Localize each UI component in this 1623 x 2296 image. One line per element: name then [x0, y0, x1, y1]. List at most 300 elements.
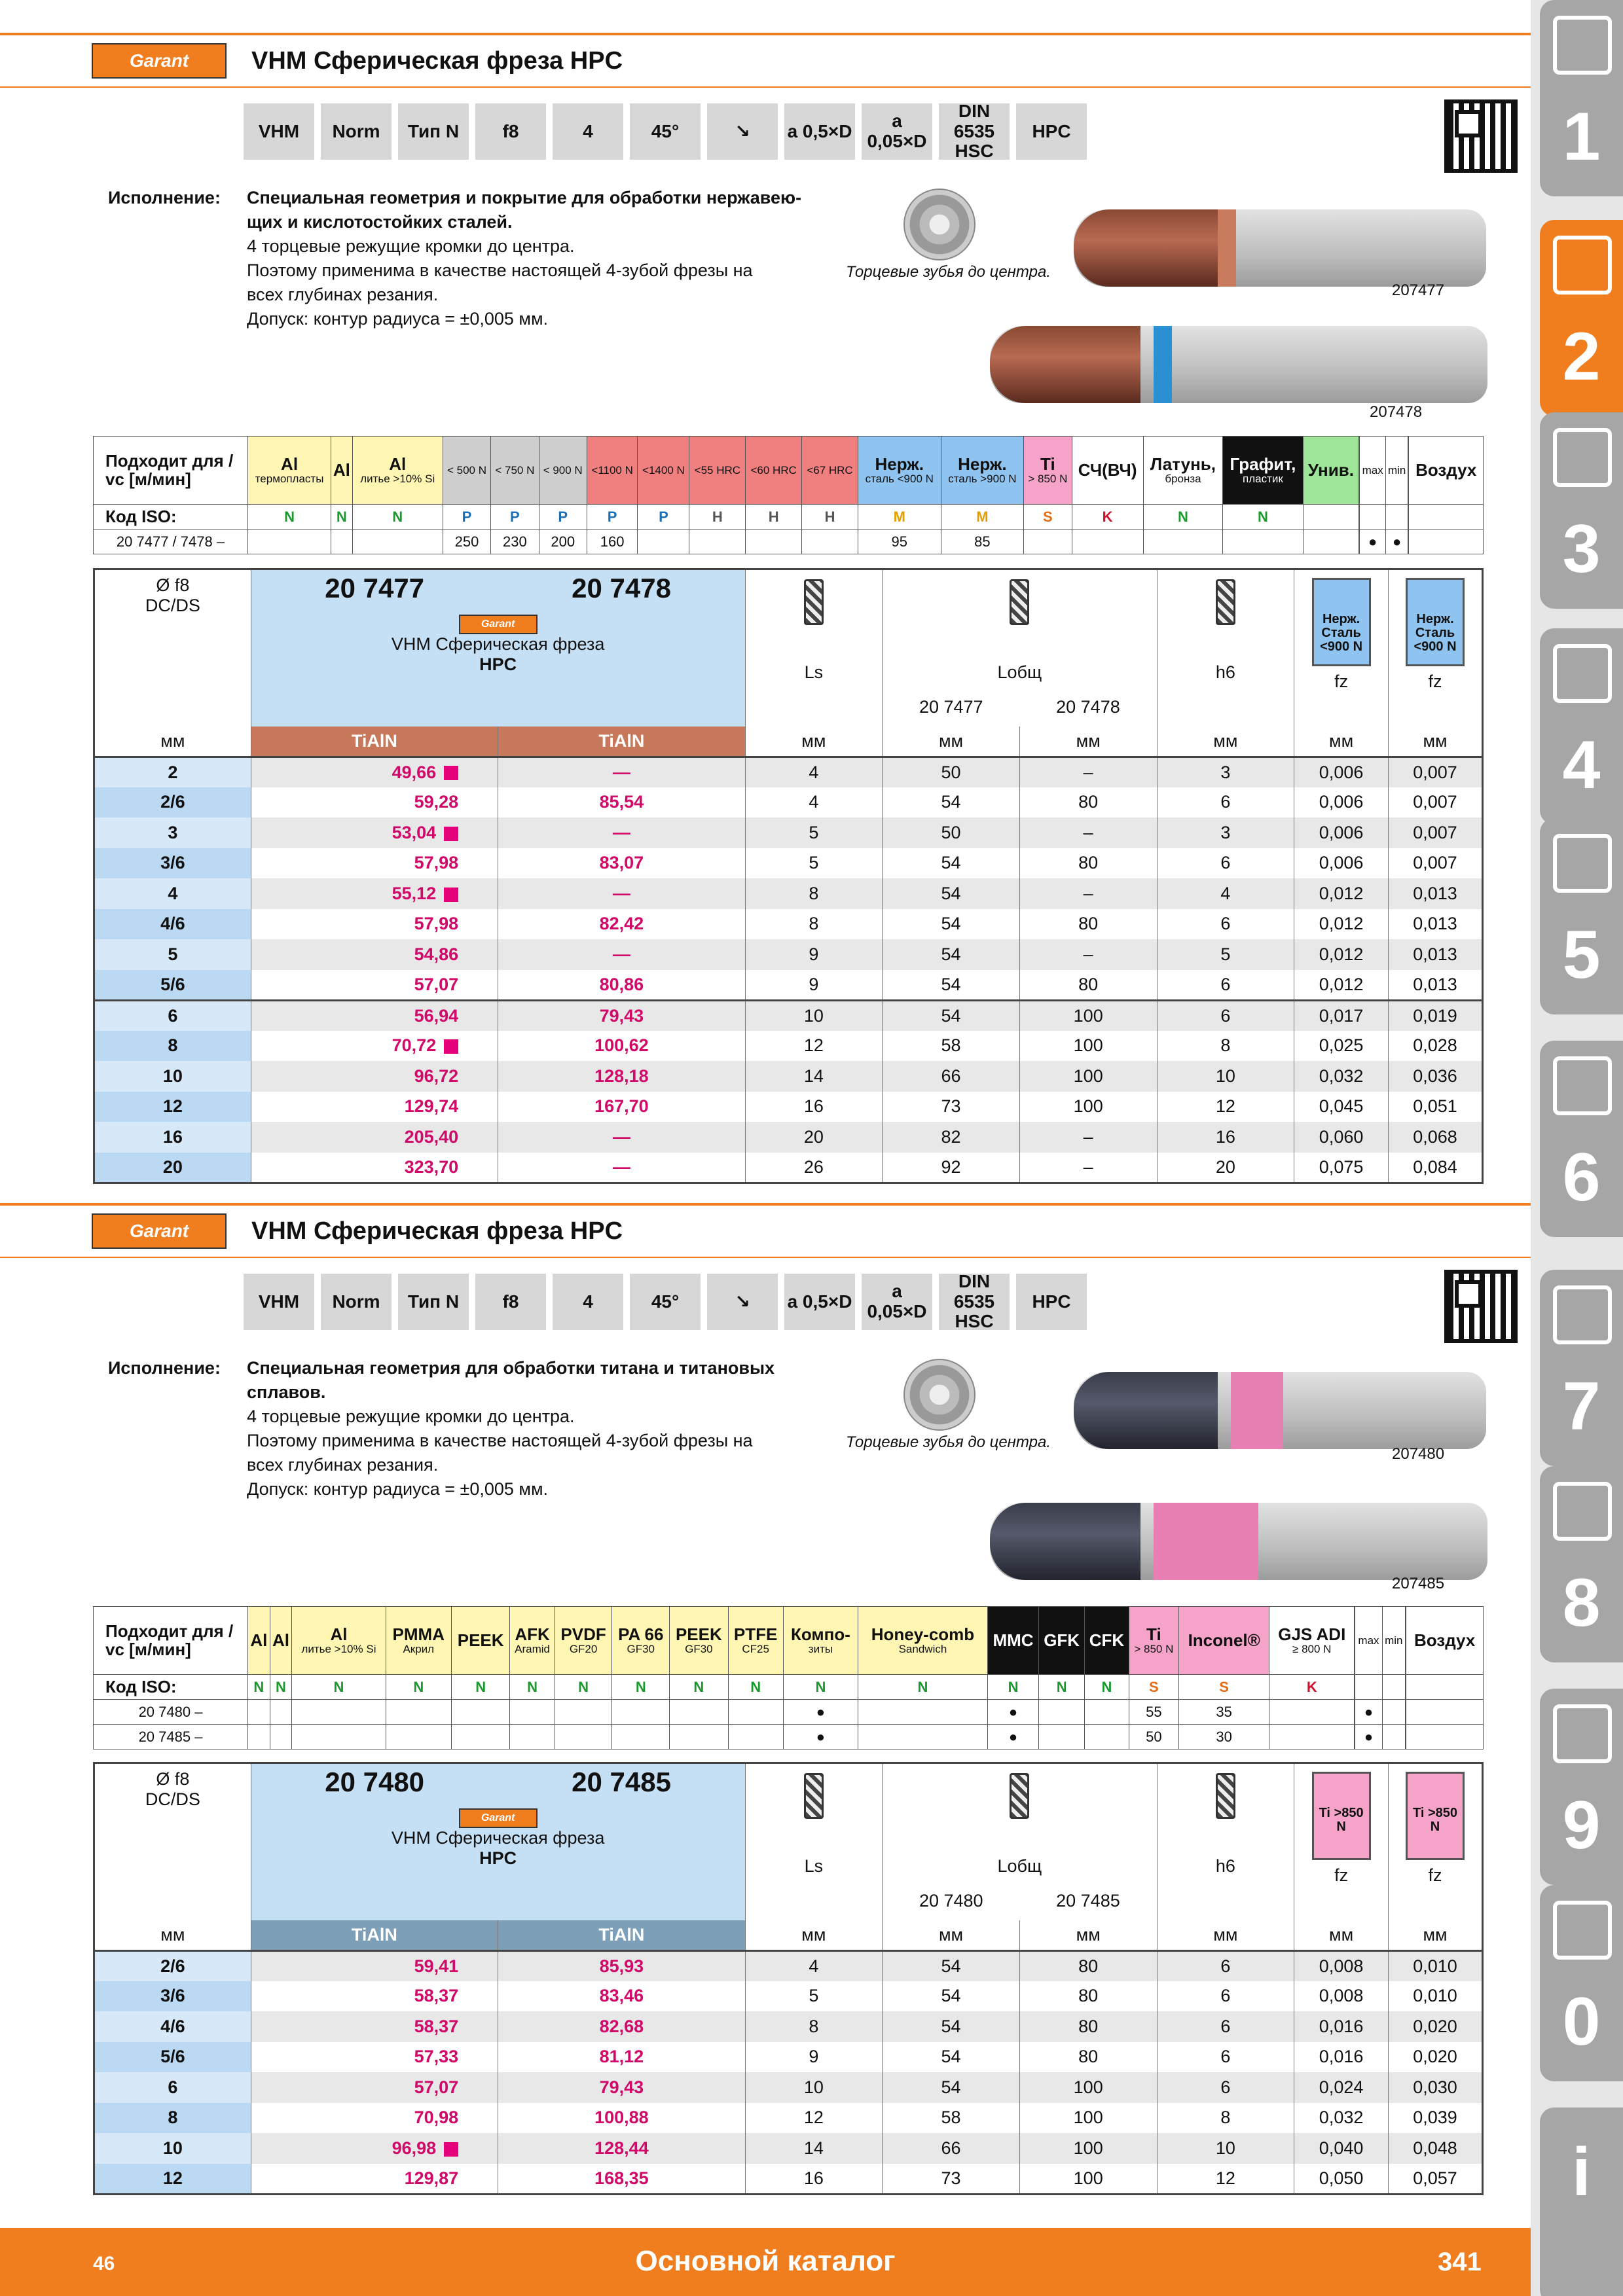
dim-value: 100 [1019, 1061, 1157, 1092]
iso-code: N [270, 1675, 292, 1700]
norm-icon: Norm [321, 103, 392, 160]
price-207478: — [498, 1122, 745, 1153]
garant-logo: Garant [92, 1213, 227, 1249]
price-207477: 49,66 [251, 757, 498, 787]
dim-value: 12 [745, 2103, 883, 2134]
dim-value: 0,025 [1294, 1031, 1389, 1062]
price-207478: — [498, 878, 745, 909]
diameter: 2/6 [94, 787, 251, 818]
chapter-tab-6[interactable] [1540, 1041, 1623, 1237]
material-column: Ti > 850 N [1129, 1607, 1178, 1675]
material-column: Al литье >10% Si [352, 437, 443, 505]
cutting-speed [858, 1700, 988, 1725]
dim-value: 54 [883, 2011, 1020, 2042]
dim-value: 0,039 [1389, 2103, 1483, 2134]
cutting-speed: 55 [1129, 1700, 1178, 1725]
dim-value: – [1019, 939, 1157, 970]
dim-value: 0,020 [1389, 2042, 1483, 2073]
cutting-speed: 30 [1178, 1725, 1269, 1749]
dim-value: 0,024 [1294, 2072, 1389, 2103]
unit: мм [94, 1920, 251, 1951]
dim-header-ls: Ls [745, 1763, 883, 1920]
material-column: Al термопласты [248, 437, 331, 505]
dim-value: 20 [745, 1122, 883, 1153]
slot-depth-icon: a 0,5×D [784, 103, 855, 160]
cutting-speed [1409, 529, 1484, 554]
side-depth-icon: a 0,05×D [862, 1274, 932, 1330]
cutting-speed [858, 1725, 988, 1749]
dim-value: 9 [745, 970, 883, 1001]
table-row [94, 970, 1483, 1001]
table-row [94, 1950, 1483, 1981]
cutting-speed [451, 1725, 510, 1749]
material-column: min [1382, 1607, 1405, 1675]
price-207478: 128,44 [498, 2133, 745, 2164]
chapter-tab-5[interactable] [1540, 818, 1623, 1014]
dim-value: 54 [883, 1950, 1020, 1981]
iso-code: N [451, 1675, 510, 1700]
dim-value: 0,045 [1294, 1092, 1389, 1122]
table-row [94, 1031, 1483, 1062]
iso-code: H [746, 505, 802, 529]
dim-value: 80 [1019, 909, 1157, 940]
material-column: < 900 N [539, 437, 587, 505]
section-header [92, 1210, 623, 1253]
dim-value: 0,040 [1294, 2133, 1389, 2164]
tool-code: 207480 [1392, 1445, 1445, 1463]
cutting-speed [1382, 1700, 1405, 1725]
dim-value: 100 [1019, 2164, 1157, 2195]
material-column: СЧ(ВЧ) [1072, 437, 1143, 505]
iso-code: S [1024, 505, 1072, 529]
dim-value: 9 [745, 939, 883, 970]
chapter-tab-i[interactable] [1540, 2108, 1623, 2296]
table-row [94, 1000, 1483, 1031]
diameter: 5 [94, 939, 251, 970]
material-column: Нерж. сталь >900 N [941, 437, 1024, 505]
coating: TiAlN [498, 1920, 745, 1951]
tool-image-207480 [1074, 1372, 1486, 1449]
iso-code: H [802, 505, 858, 529]
dim-value: 4 [1157, 878, 1294, 909]
dim-value: 58 [883, 1031, 1020, 1062]
diameter: 2 [94, 757, 251, 787]
price-207478: 168,35 [498, 2164, 745, 2195]
chapter-tab-0[interactable] [1540, 1885, 1623, 2081]
diameter: 4/6 [94, 2011, 251, 2042]
vhm-icon: VHM [244, 1274, 314, 1330]
dim-value: 50 [883, 817, 1020, 848]
dim-value: 80 [1019, 970, 1157, 1001]
price-207478: — [498, 757, 745, 787]
material-column: <1400 N [638, 437, 689, 505]
chapter-icon [1553, 1704, 1612, 1763]
iso-code: N [352, 505, 443, 529]
footer [0, 2228, 1531, 2296]
chapter-number: 5 [1562, 917, 1601, 993]
cutting-speed [1269, 1700, 1355, 1725]
din-icon: DIN 6535 HSC [939, 103, 1010, 160]
dim-value: 6 [1157, 787, 1294, 818]
material-column: <67 HRC [802, 437, 858, 505]
iso-code: N [1084, 1675, 1129, 1700]
table-row [94, 939, 1483, 970]
table-row [94, 848, 1483, 879]
dim-value: 0,036 [1389, 1061, 1483, 1092]
cutting-speed [1039, 1700, 1085, 1725]
diameter: 4/6 [94, 909, 251, 940]
tool-code: 207478 [1370, 403, 1423, 421]
cutting-speed [612, 1700, 670, 1725]
dim-value: 0,013 [1389, 909, 1483, 940]
ramping-icon: ↘ [707, 1274, 778, 1330]
stock-marker-icon [444, 827, 458, 841]
dim-value: – [1019, 757, 1157, 787]
dim-value: 0,048 [1389, 2133, 1483, 2164]
dim-value: 8 [745, 2011, 883, 2042]
dim-value: 6 [1157, 848, 1294, 879]
dim-value: 8 [1157, 1031, 1294, 1062]
diameter: 12 [94, 1092, 251, 1122]
iso-code [1382, 1675, 1405, 1700]
iso-code: N [292, 1675, 386, 1700]
cutting-speed: 85 [941, 529, 1024, 554]
material-column: Inconel® [1178, 1607, 1269, 1675]
table-row [94, 817, 1483, 848]
cutting-speed [1382, 1725, 1405, 1749]
ramping-icon: ↘ [707, 103, 778, 160]
price-207478: 100,62 [498, 1031, 745, 1062]
unit: мм [1294, 1920, 1389, 1951]
cutting-speed [248, 1700, 270, 1725]
cutting-speed [1039, 1725, 1085, 1749]
diameter: 6 [94, 1000, 251, 1031]
price-207478: 100,88 [498, 2103, 745, 2134]
dim-value: 0,012 [1294, 970, 1389, 1001]
dim-value: 80 [1019, 787, 1157, 818]
dim-value: 54 [883, 878, 1020, 909]
dim-value: 82 [883, 1122, 1020, 1153]
cutting-speed: ● [1386, 529, 1408, 554]
section-header [92, 39, 623, 82]
iso-code: N [386, 1675, 451, 1700]
dim-value: 0,008 [1294, 1950, 1389, 1981]
iso-code: P [491, 505, 539, 529]
table-row [94, 2164, 1483, 2195]
dim-value: 16 [745, 2164, 883, 2195]
dim-value: 5 [745, 1981, 883, 2012]
dim-value: – [1019, 817, 1157, 848]
material-column: Al литье >10% Si [292, 1607, 386, 1675]
material-column: Al [270, 1607, 292, 1675]
iso-code: N [555, 1675, 612, 1700]
material-column: Al [248, 1607, 270, 1675]
chapter-icon [1553, 428, 1612, 487]
dim-value: 8 [1157, 2103, 1294, 2134]
table-row [94, 1122, 1483, 1153]
dim-value: 0,012 [1294, 939, 1389, 970]
diameter: 8 [94, 1031, 251, 1062]
chapter-tab-8[interactable] [1540, 1466, 1623, 1662]
tolerance-icon: f8 [475, 1274, 546, 1330]
dim-value: 0,012 [1294, 909, 1389, 940]
price-207478: 82,68 [498, 2011, 745, 2042]
dim-value: 80 [1019, 1981, 1157, 2012]
price-207477: 57,07 [251, 970, 498, 1001]
cutting-speed [1406, 1725, 1484, 1749]
price-207477: 96,72 [251, 1061, 498, 1092]
table-row [94, 909, 1483, 940]
tool-image-207478 [990, 326, 1487, 403]
dim-value: 6 [1157, 2011, 1294, 2042]
material-column: < 750 N [491, 437, 539, 505]
dim-value: 8 [745, 878, 883, 909]
price-207477: 59,28 [251, 787, 498, 818]
tool-image-207477 [1074, 209, 1486, 287]
chapter-tab-7[interactable] [1540, 1270, 1623, 1466]
dim-value: 0,016 [1294, 2011, 1389, 2042]
dim-value: 54 [883, 939, 1020, 970]
face-caption: Торцевые зубья до центра. [846, 1433, 1051, 1451]
cutting-speed [352, 529, 443, 554]
iso-label: Код ISO: [94, 505, 248, 529]
price-207477: 53,04 [251, 817, 498, 848]
tool-code: 207485 [1392, 1575, 1445, 1592]
dim-value: 58 [883, 2103, 1020, 2134]
dim-value: 8 [745, 909, 883, 940]
section-title: VHM Сферическая фреза HPC [251, 46, 623, 75]
dim-value: 66 [883, 1061, 1020, 1092]
iso-code: P [587, 505, 638, 529]
cutting-speed: 200 [539, 529, 587, 554]
section-divider [0, 86, 1532, 88]
diameter: 6 [94, 2072, 251, 2103]
dim-value: 92 [883, 1153, 1020, 1183]
dim-value: 3 [1157, 757, 1294, 787]
material-column: Воздух [1409, 437, 1484, 505]
qr-code[interactable] [1444, 1270, 1518, 1343]
dim-value: 5 [1157, 939, 1294, 970]
chapter-tab-9[interactable] [1540, 1689, 1623, 1885]
iso-code: P [443, 505, 490, 529]
dim-value: 4 [745, 757, 883, 787]
dim-value: 0,019 [1389, 1000, 1483, 1031]
dim-value: 16 [745, 1092, 883, 1122]
material-column: Al [331, 437, 352, 505]
price-207477: 54,86 [251, 939, 498, 970]
iso-code: S [1178, 1675, 1269, 1700]
dim-value: 54 [883, 848, 1020, 879]
chapter-tab-3[interactable] [1540, 412, 1623, 609]
qr-code[interactable] [1444, 99, 1518, 173]
price-207477: 55,12 [251, 878, 498, 909]
chapter-number: 7 [1562, 1369, 1601, 1444]
diameter: 12 [94, 2164, 251, 2195]
dimension-table-2 [93, 1762, 1484, 2195]
dim-value: 6 [1157, 970, 1294, 1001]
iso-code: K [1269, 1675, 1355, 1700]
price-207478: 83,46 [498, 1981, 745, 2012]
dim-value: 0,007 [1389, 757, 1483, 787]
coating: TiAlN [251, 1920, 498, 1951]
price-207478: 167,70 [498, 1092, 745, 1122]
dim-value: 80 [1019, 2011, 1157, 2042]
dim-value: 0,013 [1389, 878, 1483, 909]
dim-value: 100 [1019, 1031, 1157, 1062]
chapter-number: 1 [1562, 99, 1601, 175]
cutting-speed: 50 [1129, 1725, 1178, 1749]
price-207478: 85,54 [498, 787, 745, 818]
dim-value: 6 [1157, 1950, 1294, 1981]
iso-code: K [1072, 505, 1143, 529]
iso-code: N [1143, 505, 1223, 529]
dim-value: 0,006 [1294, 817, 1389, 848]
row-label: 20 7480 – [94, 1700, 248, 1725]
material-column: MMC [987, 1607, 1039, 1675]
dim-value: 10 [745, 2072, 883, 2103]
stock-marker-icon [444, 766, 458, 780]
cutting-speed: 95 [858, 529, 941, 554]
dim-value: 3 [1157, 817, 1294, 848]
norm-icon: Norm [321, 1274, 392, 1330]
cutting-speed [292, 1700, 386, 1725]
dim-header-fz: Нерж. Сталь <900 N fz [1389, 569, 1483, 726]
cutting-speed: 230 [491, 529, 539, 554]
cutting-speed: ● [1355, 1700, 1382, 1725]
dim-value: 73 [883, 2164, 1020, 2195]
diameter: 5/6 [94, 2042, 251, 2073]
dim-value: 50 [883, 757, 1020, 787]
iso-code: M [858, 505, 941, 529]
face-view-image [903, 188, 976, 260]
cutting-speed [331, 529, 352, 554]
diameter: 3/6 [94, 848, 251, 879]
iso-code: M [941, 505, 1024, 529]
dim-value: 10 [745, 1000, 883, 1031]
iso-code: N [987, 1675, 1039, 1700]
dim-value: 0,051 [1389, 1092, 1483, 1122]
material-column: <60 HRC [746, 437, 802, 505]
chapter-tabs [1531, 0, 1623, 2296]
cutting-speed: ● [987, 1700, 1039, 1725]
cutting-speed: ● [783, 1725, 858, 1749]
price-207478: 81,12 [498, 2042, 745, 2073]
material-column: PMMA Акрил [386, 1607, 451, 1675]
dim-value: 54 [883, 787, 1020, 818]
chapter-number: 3 [1562, 511, 1601, 587]
iso-code [1406, 1675, 1484, 1700]
table-row [94, 2103, 1483, 2134]
table-row [94, 2072, 1483, 2103]
cutting-speed [728, 1725, 783, 1749]
section-divider [0, 1203, 1532, 1206]
chapter-number: 8 [1562, 1565, 1601, 1641]
dim-value: 54 [883, 1000, 1020, 1031]
teeth-icon: 4 [553, 1274, 623, 1330]
dim-header-fz: Ti >850 N fz [1294, 1763, 1389, 1920]
chapter-icon [1553, 1901, 1612, 1960]
dim-value: 0,006 [1294, 787, 1389, 818]
dim-value: 6 [1157, 2072, 1294, 2103]
cutting-speed: 250 [443, 529, 490, 554]
material-column: max [1360, 437, 1386, 505]
side-depth-icon: a 0,05×D [862, 103, 932, 160]
diameter: 10 [94, 2133, 251, 2164]
dim-value: 80 [1019, 1950, 1157, 1981]
dimension-table-1 [93, 568, 1484, 1184]
chapter-tab-4[interactable] [1540, 628, 1623, 825]
dim-value: 100 [1019, 1092, 1157, 1122]
dim-value: 0,032 [1294, 2103, 1389, 2134]
stock-marker-icon [444, 2142, 458, 2157]
material-table-2 [93, 1606, 1484, 1749]
chapter-icon [1553, 236, 1612, 295]
cutting-speed [451, 1700, 510, 1725]
price-207477: 58,37 [251, 2011, 498, 2042]
iso-code: N [858, 1675, 988, 1700]
section-divider [0, 1257, 1532, 1258]
dim-value: 4 [745, 1950, 883, 1981]
chapter-icon [1553, 1482, 1612, 1541]
table-row [94, 1153, 1483, 1183]
iso-code: P [638, 505, 689, 529]
coating: TiAlN [498, 726, 745, 757]
dim-value: 100 [1019, 2133, 1157, 2164]
dim-value: – [1019, 1153, 1157, 1183]
dim-value: 0,016 [1294, 2042, 1389, 2073]
chapter-tab-1[interactable] [1540, 0, 1623, 196]
dim-value: 80 [1019, 2042, 1157, 2073]
dim-value: – [1019, 878, 1157, 909]
material-header-label: Подходит для / vc [м/мин] [94, 437, 248, 505]
exec-text: Специальная геометрия и покрытие для обработки нержавею- щих и кислотостойких сталей. 4 торцевые режущие кромки до центра. Поэтому применима в качестве настоящей 4-зубой фрезы на всех глубинах резания. Допуск: контур радиуса = ±0,005 мм. [247, 188, 802, 329]
iso-code [1303, 505, 1359, 529]
dim-value: 6 [1157, 1000, 1294, 1031]
material-column: Honey-comb Sandwich [858, 1607, 988, 1675]
dim-value: 0,084 [1389, 1153, 1483, 1183]
dim-value: 0,032 [1294, 1061, 1389, 1092]
price-207477: 70,98 [251, 2103, 498, 2134]
table-row [94, 757, 1483, 787]
unit: мм [94, 726, 251, 757]
dim-header-fz: Ti >850 N fz [1389, 1763, 1483, 1920]
unit: мм [1157, 726, 1294, 757]
property-icons [244, 100, 1087, 162]
diameter: 3/6 [94, 1981, 251, 2012]
exec-text: Специальная геометрия для обработки титана и титановых сплавов. 4 торцевые режущие кромки до центра. Поэтому применима в качестве настоящей 4-зубой фрезы на всех глубинах резания. Допуск: контур радиуса = ±0,005 мм. [247, 1358, 775, 1499]
dim-value: 80 [1019, 848, 1157, 879]
dim-value: 26 [745, 1153, 883, 1183]
chapter-tab-2[interactable] [1540, 220, 1623, 416]
chapter-icon [1553, 1056, 1612, 1115]
dim-value: 54 [883, 2042, 1020, 2073]
section-divider [0, 33, 1532, 35]
dim-value: 54 [883, 1981, 1020, 2012]
cutting-speed [612, 1725, 670, 1749]
dim-value: 0,007 [1389, 787, 1483, 818]
cutting-speed [555, 1700, 612, 1725]
dim-header-article: 20 7480 20 7485 Garant VHM Сферическая фреза HPC [251, 1763, 745, 1920]
tool-image-207485 [990, 1503, 1487, 1580]
dim-value: 20 [1157, 1153, 1294, 1183]
unit: мм [1019, 1920, 1157, 1951]
cutting-speed [1024, 529, 1072, 554]
material-column: PVDF GF20 [555, 1607, 612, 1675]
property-icons [244, 1270, 1087, 1332]
face-view-image [903, 1359, 976, 1431]
cutting-speed [638, 529, 689, 554]
material-column: GFK [1039, 1607, 1085, 1675]
